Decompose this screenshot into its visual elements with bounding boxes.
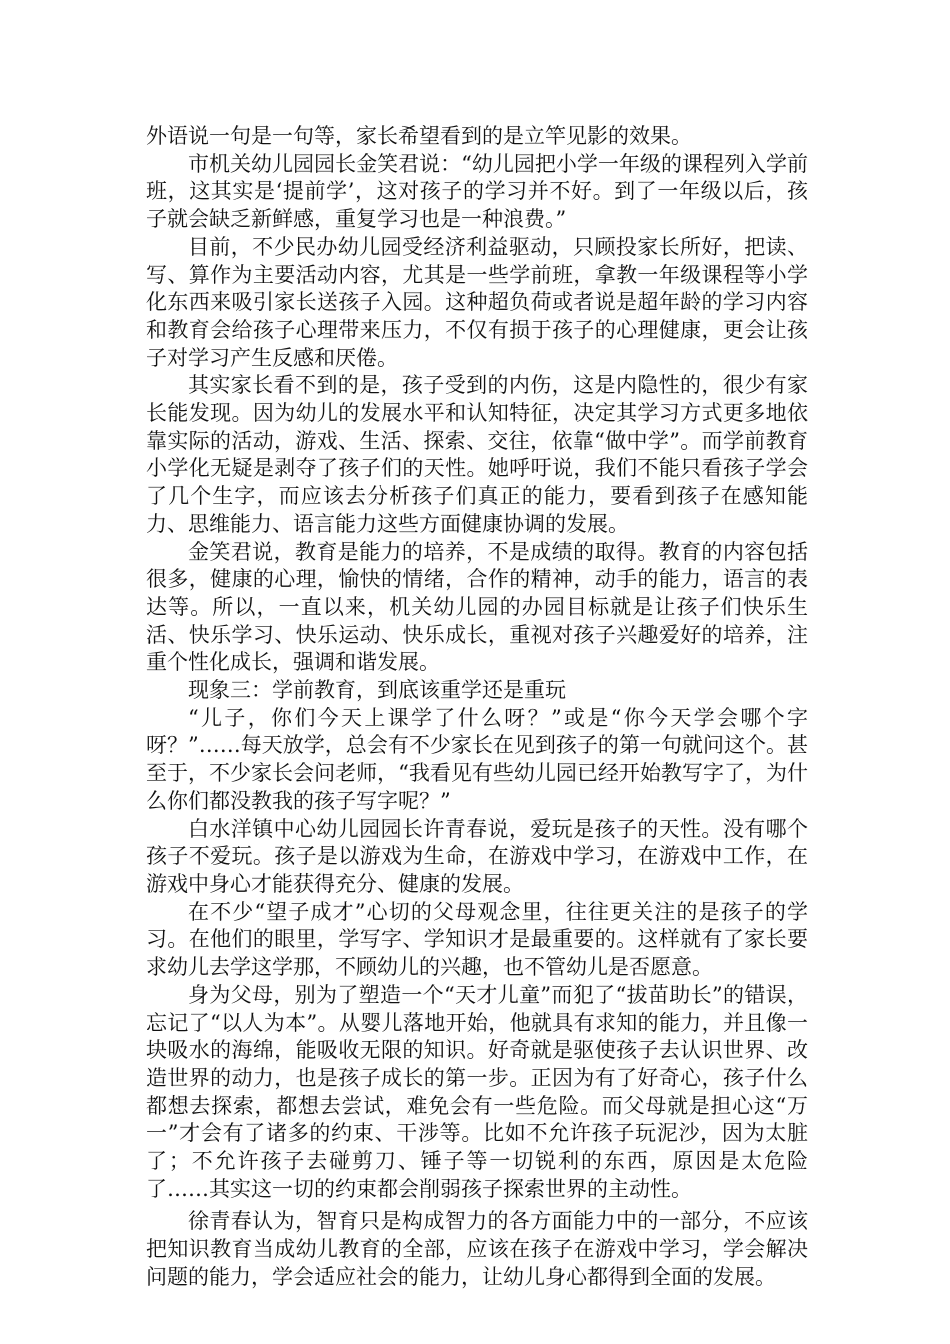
paragraph: “儿子，你们今天上课学了什么呀？”或是“你今天学会哪个字呀？”……每天放学，总会有不少家长在见到孩子的第一句就问这个。甚至于，不少家长会问老师，“我看见有些幼儿园已经开始教写字了，为什么你们都没教我的孩子写字呢？” (146, 705, 808, 813)
paragraph: 身为父母，别为了塑造一个“天才儿童”而犯了“拔苗助长”的错误，忘记了“以人为本”。从婴儿落地开始，他就具有求知的能力，并且像一块吸水的海绵，能吸收无限的知识。好奇就是驱使孩子去认识世界、改造世界的动力，也是孩子成长的第一步。正因为有了好奇心，孩子什么都想去探索，都想去尝试，难免会有一些危险。而父母就是担心这“万一”才会有了诸多的约束、干涉等。比如不允许孩子玩泥沙，因为太脏了；不允许孩子去碰剪刀、锤子等一切锐利的东西，原因是太危险了……其实这一切的约束都会削弱孩子探索世界的主动性。 (146, 982, 808, 1201)
paragraph: 白水洋镇中心幼儿园园长许青春说，爱玩是孩子的天性。没有哪个孩子不爱玩。孩子是以游戏为生命，在游戏中学习，在游戏中工作，在游戏中身心才能获得充分、健康的发展。 (146, 816, 808, 896)
paragraph: 市机关幼儿园园长金笑君说：“幼儿园把小学一年级的课程列入学前班，这其实是‘提前学’，这对孩子的学习并不好。到了一年级以后，孩子就会缺乏新鲜感，重复学习也是一种浪费。” (146, 151, 808, 232)
section-heading: 现象三：学前教育，到底该重学还是重玩 (188, 678, 566, 703)
paragraph: 金笑君说，教育是能力的培养，不是成绩的取得。教育的内容包括很多，健康的心理，愉快的情绪，合作的精神，动手的能力，语言的表达等。所以，一直以来，机关幼儿园的办园目标就是让孩子们快乐生活、快乐学习、快乐运动、快乐成长，重视对孩子兴趣爱好的培养，注重个性化成长，强调和谐发展。 (146, 539, 808, 675)
paragraph: 在不少“望子成才”心切的父母观念里，往往更关注的是孩子的学习。在他们的眼里，学写字、学知识才是最重要的。这样就有了家长要求幼儿去学这学那，不顾幼儿的兴趣，也不管幼儿是否愿意。 (146, 899, 808, 980)
paragraph: 目前，不少民办幼儿园受经济利益驱动，只顾投家长所好，把读、写、算作为主要活动内容，尤其是一些学前班，拿教一年级课程等小学化东西来吸引家长送孩子入园。这种超负荷或者说是超年龄的学习内容和教育会给孩子心理带来压力，不仅有损于孩子的心理健康，更会让孩子对学习产生反感和厌倦。 (146, 234, 808, 370)
paragraph: 其实家长看不到的是，孩子受到的内伤，这是内隐性的，很少有家长能发现。因为幼儿的发展水平和认知特征，决定其学习方式更多地依靠实际的活动，游戏、生活、探索、交往，依靠“做中学”。而学前教育小学化无疑是剥夺了孩子们的天性。她呼吁说，我们不能只看孩子学会了几个生字，而应该去分析孩子们真正的能力，要看到孩子在感知能力、思维能力、语言能力这些方面健康协调的发展。 (146, 373, 808, 536)
paragraph: 徐青春认为，智育只是构成智力的各方面能力中的一部分，不应该把知识教育当成幼儿教育的全部，应该在孩子在游戏中学习，学会解决问题的能力，学会适应社会的能力，让幼儿身心都得到全面的发展。 (146, 1209, 808, 1289)
paragraph: 外语说一句是一句等，家长希望看到的是立竿见影的效果。 (146, 124, 692, 148)
document-body (146, 123, 808, 1292)
